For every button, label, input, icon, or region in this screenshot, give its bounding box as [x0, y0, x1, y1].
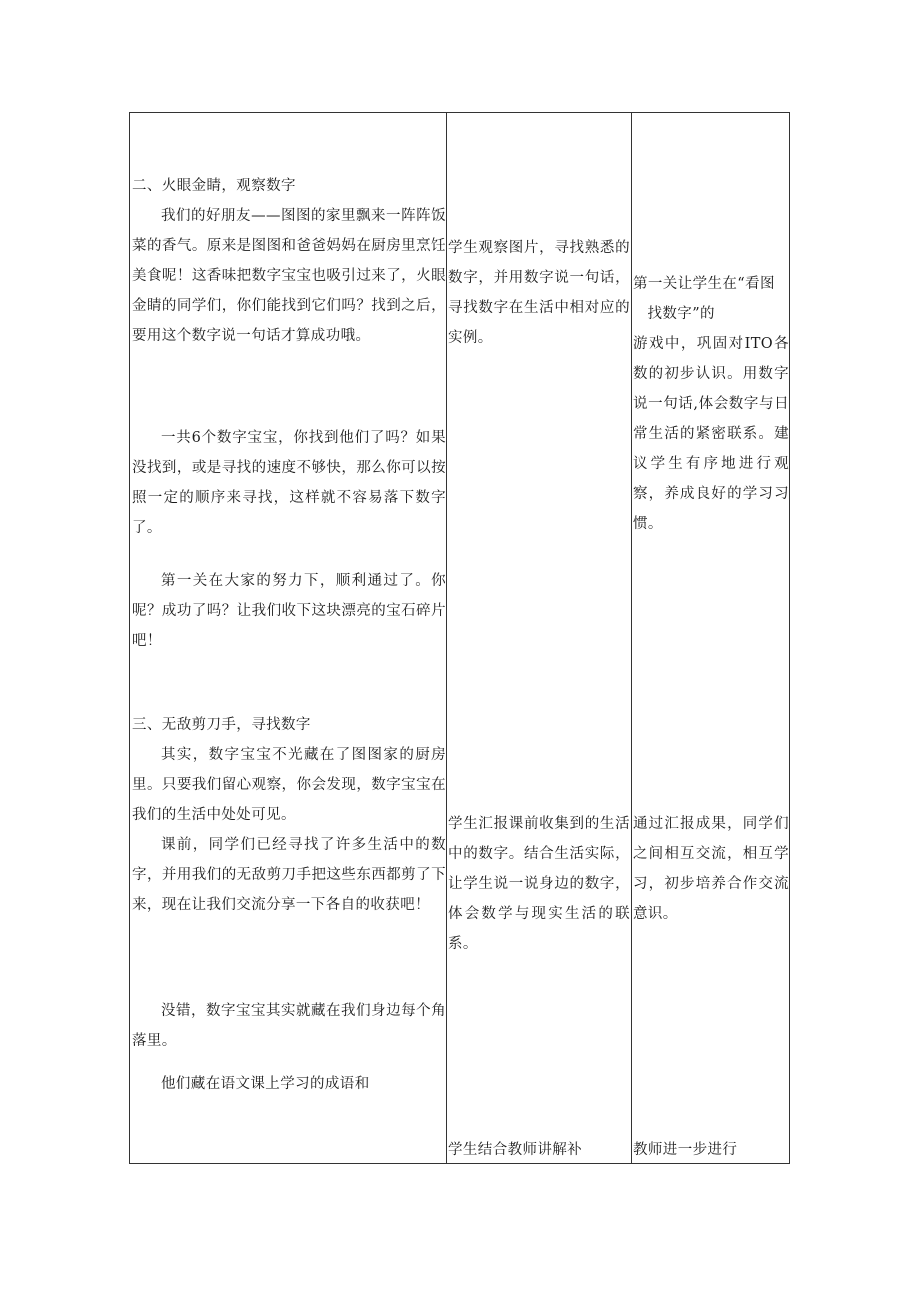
design-intent-1-line-2: 找数字”的 [647, 306, 715, 322]
lesson-table [129, 112, 790, 1164]
column-divider [446, 113, 447, 1163]
section-3-heading: 三、无敌剪刀手，寻找数字 [132, 717, 311, 733]
section-2-paragraph-1: 我们的好朋友——图图的家里飘来一阵阵饭菜的香气。原来是图图和爸爸妈妈在厨房里烹饪美食呢！这香味把数字宝宝也吸引过来了，火眼金睛的同学们，你们能找到它们吗？找到之后，要用这个数字说一句话才算成功哦。 [132, 208, 446, 344]
design-intent-1-line-1: 第一关让学生在“看图 [633, 276, 775, 292]
design-intent-1-body: 游戏中，巩固对ITO各数的初步认识。用数字说一句话,体会数字与日常生活的紧密联系。建议学生有序地进行观察，养成良好的学习习惯。 [633, 336, 789, 532]
student-activity-2: 学生汇报课前收集到的生活中的数字。结合生活实际，让学生说一说身边的数字，体会数学与现实生活的联系。 [448, 816, 630, 952]
section-2-paragraph-2: 一共6个数字宝宝，你找到他们了吗？如果没找到，或是寻找的速度不够快，那么你可以按照一定的顺序来寻找，这样就不容易落下数字了。 [132, 430, 446, 536]
column-divider [631, 113, 632, 1163]
section-2-paragraph-3: 第一关在大家的努力下，顺利通过了。你呢？成功了吗？让我们收下这块漂亮的宝石碎片吧！ [132, 573, 446, 649]
section-3-paragraph-3: 没错，数字宝宝其实就藏在我们身边每个角落里。 [132, 1003, 446, 1049]
section-3-paragraph-2: 课前，同学们已经寻找了许多生活中的数字，并用我们的无敌剪刀手把这些东西都剪了下来，现在让我们交流分享一下各自的收获吧！ [132, 837, 446, 913]
design-intent-3: 教师进一步进行 [633, 1142, 738, 1158]
design-intent-2: 通过汇报成果，同学们之间相互交流，相互学习，初步培养合作交流意识。 [633, 816, 789, 922]
section-3-paragraph-1: 其实，数字宝宝不光藏在了图图家的厨房里。只要我们留心观察，你会发现，数字宝宝在我们的生活中处处可见。 [132, 747, 446, 823]
section-3-paragraph-4: 他们藏在语文课上学习的成语和 [161, 1076, 370, 1092]
student-activity-3: 学生结合教师讲解补 [448, 1142, 583, 1158]
student-activity-1: 学生观察图片，寻找熟悉的数字，并用数字说一句话，寻找数字在生活中相对应的实例。 [448, 240, 630, 346]
section-2-heading: 二、火眼金睛，观察数字 [132, 178, 296, 194]
